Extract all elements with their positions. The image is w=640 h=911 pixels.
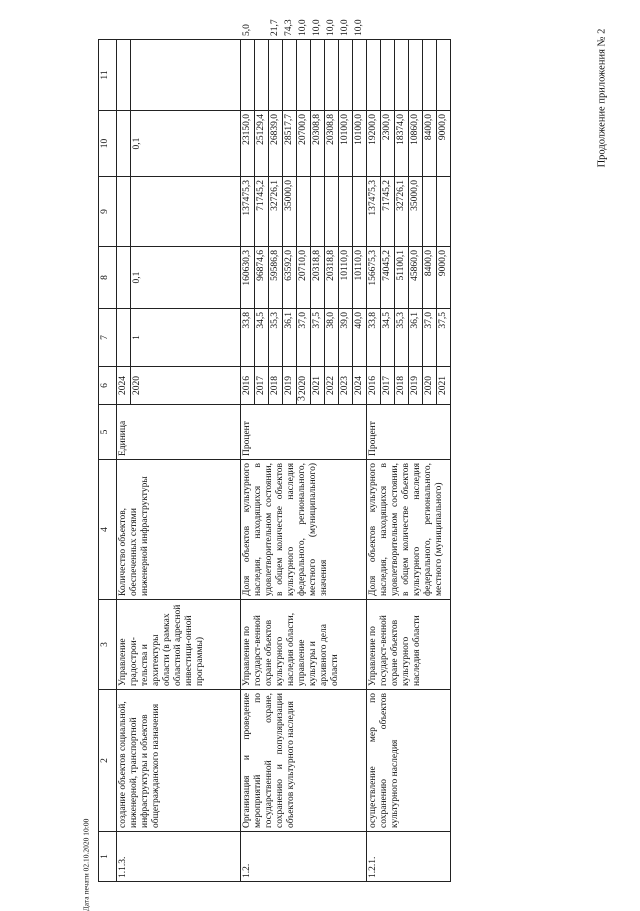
year-cell: 2022: [325, 367, 339, 405]
indicator: Доля объектов культурного наследия, находящихся в удовлетворительном состоянии, в общем количестве объектов культурного наследия федерального, регионального, местного (муниципального): [367, 460, 451, 600]
value-cell: 26839,0: [269, 111, 283, 177]
year-cell: 2021: [437, 367, 451, 405]
value-cell: [423, 177, 437, 247]
table-row: 2023 39,0 10110,0 10100,0 10,0: [339, 40, 353, 882]
year-cell: 2018: [269, 367, 283, 405]
value-cell: 36,1: [409, 309, 423, 367]
value-cell: 10100,0: [353, 111, 367, 177]
value-cell: 20308,8: [325, 111, 339, 177]
value-cell: 8400,0: [423, 247, 437, 309]
year-cell: 2020: [423, 367, 437, 405]
value-cell: 36,1: [283, 309, 297, 367]
value-cell: 19200,0: [367, 111, 381, 177]
value-cell: 96874,6: [255, 247, 269, 309]
value-cell: 20710,0: [297, 247, 311, 309]
value-cell: 71745,2: [255, 177, 269, 247]
indicator: Доля объектов культурного наследия, находящихся в удовлетворительном состоянии, в общем количестве объектов культурного наследия федерального, регионального, местного (муниципального) значения: [241, 460, 367, 600]
measure-name: Организация и проведение мероприятий по государственной охране, сохранению и популяризации объектов культурного наследия: [241, 690, 367, 832]
measure-name: осуществление мер по сохранению объектов культурного наследия: [367, 690, 451, 832]
indicator: Количество объектов, обеспеченных сетями инженерной инфраструктуры: [117, 460, 241, 600]
value-cell: 32726,1: [395, 177, 409, 247]
value-cell: 137475,3: [241, 177, 255, 247]
col-header: 8: [99, 247, 117, 309]
value-cell: 34,5: [255, 309, 269, 367]
value-cell: 160630,3: [241, 247, 255, 309]
col-header: 4: [99, 460, 117, 600]
value-cell: 0,1: [131, 247, 241, 309]
value-cell: 28517,7: [283, 111, 297, 177]
year-cell: 2021: [311, 367, 325, 405]
value-cell: 38,0: [325, 309, 339, 367]
value-cell: 35,3: [269, 309, 283, 367]
value-cell: 9000,0: [437, 111, 451, 177]
year-cell: 2016: [367, 367, 381, 405]
table-row: 2020 37,0 20710,0 20700,0 10,0: [297, 40, 311, 882]
year-cell: 2020: [297, 367, 311, 405]
value-cell: 33,8: [367, 309, 381, 367]
value-cell: [353, 177, 367, 247]
value-cell: 156675,3: [367, 247, 381, 309]
value-cell: 25129,4: [255, 111, 269, 177]
value-cell: 137475,3: [367, 177, 381, 247]
value-cell: 10100,0: [339, 111, 353, 177]
value-cell: 2300,0: [381, 111, 395, 177]
value-cell: 35000,0: [283, 177, 297, 247]
table-row: 2019 36,1 63592,0 35000,0 28517,7 74,3: [283, 40, 297, 882]
print-date-footer: Дата печати 02.10.2020 10:00: [81, 818, 91, 911]
col-header: 11: [99, 40, 117, 111]
value-cell: 35,3: [395, 309, 409, 367]
value-cell: 45860,0: [409, 247, 423, 309]
col-header: 7: [99, 309, 117, 367]
table-wrapper: [98, 19, 578, 882]
value-cell: [311, 177, 325, 247]
value-cell: 32726,1: [269, 177, 283, 247]
table-row: 2024 40,0 10110,0 10100,0 10,0: [353, 40, 367, 882]
table-row: 2022 38,0 20318,8 20308,8 10,0: [325, 40, 339, 882]
value-cell: 18374,0: [395, 111, 409, 177]
year-cell: 2018: [395, 367, 409, 405]
table-row: 2021 37,5 20318,8 20308,8 10,0: [311, 40, 325, 882]
year-cell: 2023: [339, 367, 353, 405]
year-cell: 2024: [353, 367, 367, 405]
year-cell: 2024: [117, 367, 131, 405]
col-header: 6: [99, 367, 117, 405]
value-cell: 20318,8: [311, 247, 325, 309]
value-cell: 20700,0: [297, 111, 311, 177]
value-cell: 37,5: [311, 309, 325, 367]
value-cell: 23150,0: [241, 111, 255, 177]
value-cell: 35000,0: [409, 177, 423, 247]
value-cell: 10860,0: [409, 111, 423, 177]
value-cell: 1: [131, 309, 241, 367]
value-cell: 37,0: [297, 309, 311, 367]
value-cell: 33,8: [241, 309, 255, 367]
value-cell: 39,0: [339, 309, 353, 367]
col-header: 10: [99, 111, 117, 177]
value-cell: 10110,0: [339, 247, 353, 309]
program-table: [98, 19, 451, 882]
value-cell: [437, 177, 451, 247]
header-row: [99, 40, 117, 882]
unit: Единица: [117, 405, 241, 460]
table-row: 1.2. Организация и проведение мероприятий по государственной охране, сохранению и популяризации объектов культурного наследия Управление по государст-венной охране объектов культурного наследия области, управление культуры и архивного дела области Доля объектов культурного наследия, находящихся в удовлетворительном состоянии, в общем количестве объектов культурного наследия федерального, регионального, местного (муниципального) значения Процент 2016 33,8 160630,3 137475,3 23150,0 5,0: [241, 40, 255, 882]
table-row: [367, 40, 381, 882]
page-number: 3: [296, 396, 308, 401]
table-row: [117, 40, 131, 882]
value-cell: 20308,8: [311, 111, 325, 177]
table-row: 2018 35,3 59586,8 32726,1 26839,0 21,7: [269, 40, 283, 882]
col-header: 5: [99, 405, 117, 460]
measure-name: создание объектов социальной, инженерной, транспортной инфраструктуры и объектов общегражданского назначения: [117, 690, 241, 832]
value-cell: 59586,8: [269, 247, 283, 309]
unit: Процент: [367, 405, 451, 460]
year-cell: 2020: [131, 367, 241, 405]
col-header: 1: [99, 832, 117, 882]
value-cell: 40,0: [353, 309, 367, 367]
value-cell: [297, 177, 311, 247]
year-cell: 2017: [381, 367, 395, 405]
unit: Процент: [241, 405, 367, 460]
value-cell: 63592,0: [283, 247, 297, 309]
col-header: 2: [99, 690, 117, 832]
executor: Управление по государст-венной охране объектов культурного наследия области: [367, 600, 451, 690]
value-cell: 34,5: [381, 309, 395, 367]
value-cell: 74045,2: [381, 247, 395, 309]
value-cell: [325, 177, 339, 247]
value-cell: 71745,2: [381, 177, 395, 247]
year-cell: 2019: [409, 367, 423, 405]
row-code: 1.1.3.: [117, 832, 241, 882]
value-cell: [339, 177, 353, 247]
value-cell: 20318,8: [325, 247, 339, 309]
value-cell: 0,1: [131, 111, 241, 177]
value-cell: 51100,1: [395, 247, 409, 309]
executor: Управление по государст-венной охране объектов культурного наследия области, управление культуры и архивного дела области: [241, 600, 367, 690]
year-cell: 2017: [255, 367, 269, 405]
value-cell: 37,5: [437, 309, 451, 367]
value-cell: 8400,0: [423, 111, 437, 177]
year-cell: 2016: [241, 367, 255, 405]
row-code: 1.2.: [241, 832, 367, 882]
value-cell: 10110,0: [353, 247, 367, 309]
row-code: 1.2.1.: [367, 832, 451, 882]
year-cell: 2019: [283, 367, 297, 405]
col-header: 3: [99, 600, 117, 690]
col-header: 9: [99, 177, 117, 247]
value-cell: 9000,0: [437, 247, 451, 309]
value-cell: 37,0: [423, 309, 437, 367]
executor: Управление градострои-тельства и архитектуры области (в рамках областной адресной инвестици-онной программы): [117, 600, 241, 690]
page-heading: Продолжение приложения № 2: [596, 28, 608, 167]
